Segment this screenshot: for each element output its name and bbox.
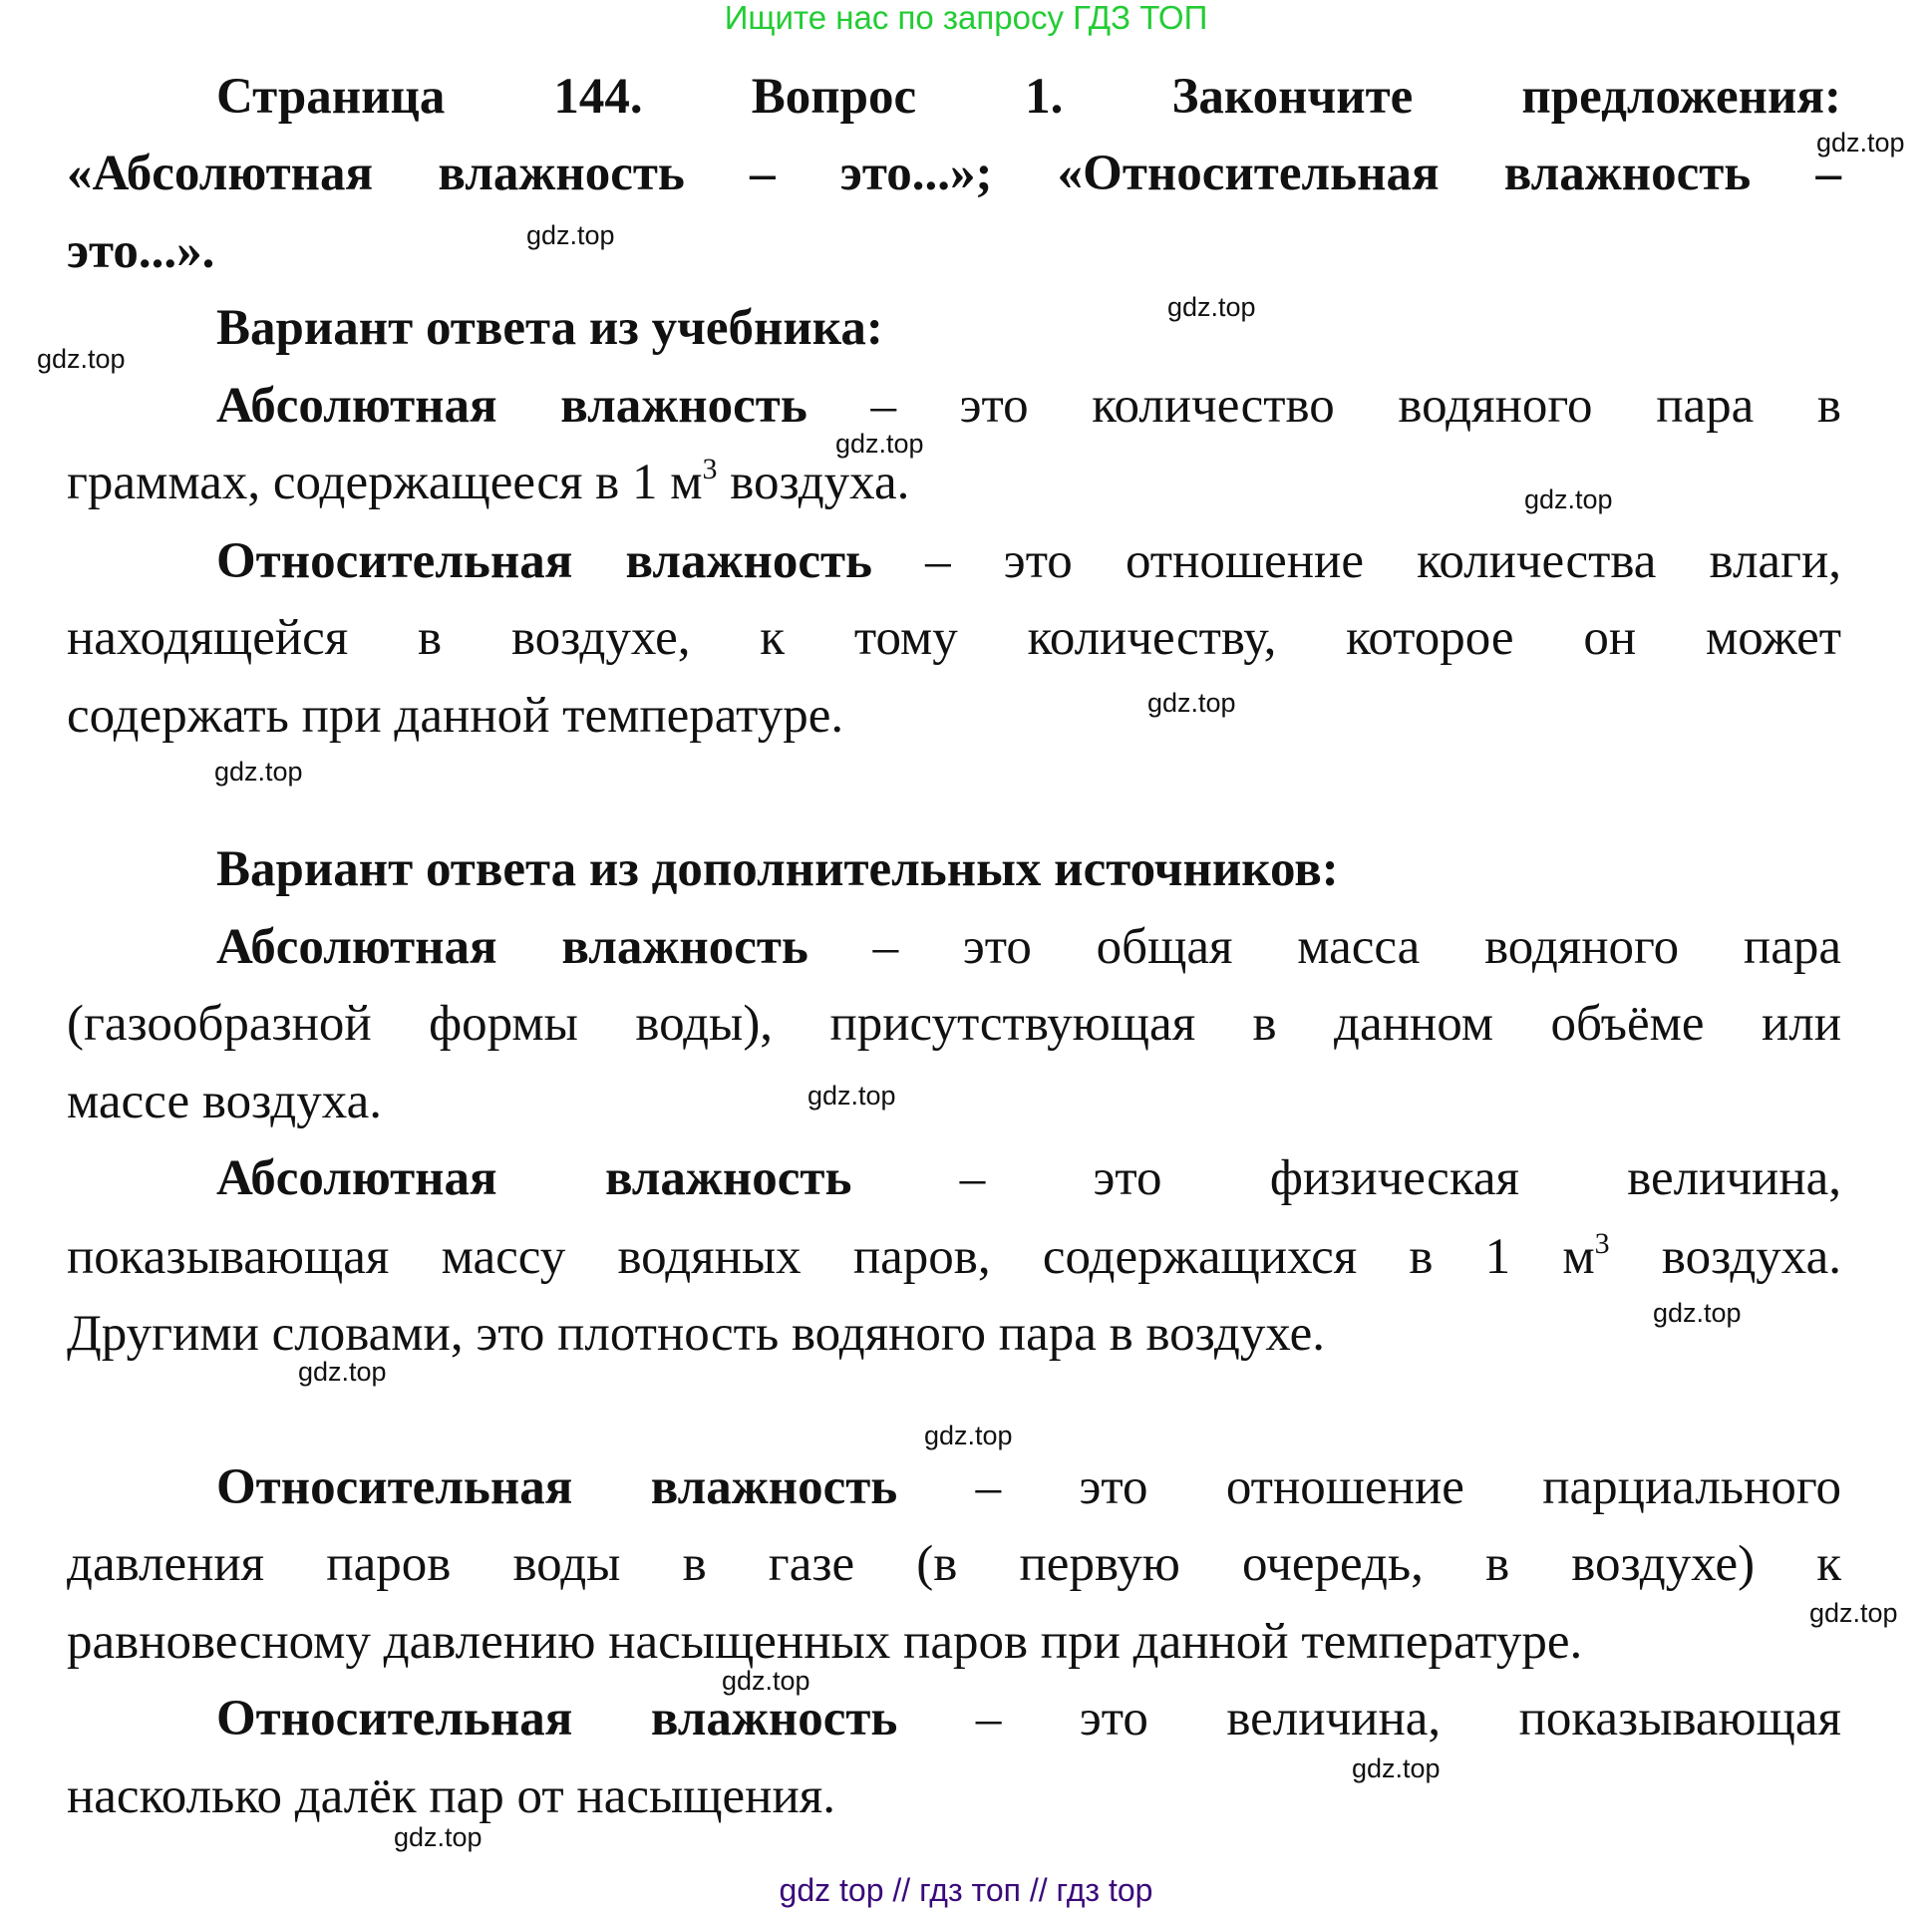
watermark: gdz.top [37, 344, 126, 374]
text-line [216, 374, 1841, 438]
superscript: 3 [1594, 1227, 1610, 1260]
watermark: gdz.top [1809, 1598, 1898, 1628]
text-segment: – это общая масса водяного пара [807, 919, 1841, 975]
term-bold: Относительная влажность [216, 1691, 898, 1747]
watermark: gdz.top [1653, 1298, 1742, 1328]
watermark: gdz.top [214, 757, 303, 787]
term-bold: Абсолютная влажность [216, 919, 808, 975]
text-line [216, 1146, 1841, 1210]
watermark: gdz.top [807, 1081, 896, 1111]
text-segment: – это физическая величина, [851, 1150, 1841, 1206]
text-segment: – это отношение парциального [897, 1459, 1841, 1515]
term-bold: Относительная влажность [216, 533, 873, 589]
text-segment: воздуха. [717, 455, 910, 510]
text-segment: воздуха. [1609, 1229, 1841, 1285]
text-segment: Другими словами, это плотность водяного пара в воздухе. [67, 1306, 1325, 1362]
watermark: gdz.top [924, 1421, 1013, 1450]
term-bold: «Абсолютная влажность – это...»; «Относительная влажность – [67, 146, 1841, 201]
text-segment: граммах, содержащееся в 1 м [67, 455, 703, 510]
text-segment: массе воздуха. [67, 1074, 382, 1129]
text-line [67, 1610, 1841, 1674]
text-segment: показывающая массу водяных паров, содержащихся в 1 м [67, 1229, 1595, 1285]
text-line [67, 606, 1841, 670]
term-bold: Абсолютная влажность [216, 1150, 852, 1206]
watermark: gdz.top [1352, 1753, 1441, 1783]
text-line [216, 1455, 1841, 1519]
term-bold: Относительная влажность [216, 1459, 898, 1515]
watermark: gdz.top [394, 1822, 483, 1852]
text-segment: содержать при данной температуре. [67, 688, 844, 744]
term-bold: Абсолютная влажность [216, 378, 807, 434]
term-bold: Вариант ответа из дополнительных источников: [216, 841, 1339, 897]
text-line [216, 1687, 1841, 1750]
text-segment: – это величина, показывающая [897, 1691, 1841, 1747]
watermark: gdz.top [1524, 484, 1613, 514]
term-bold: это...». [67, 223, 215, 279]
text-segment: – это отношение количества влаги, [872, 533, 1842, 589]
text-segment: давления паров воды в газе (в первую очередь, в воздухе) к [67, 1536, 1841, 1592]
watermark: gdz.top [298, 1357, 387, 1387]
text-line [216, 915, 1841, 979]
text-line [216, 296, 1841, 360]
text-segment: находящейся в воздухе, к тому количеству, которое он может [67, 610, 1841, 666]
superscript: 3 [702, 453, 718, 485]
watermark: gdz.top [1816, 128, 1905, 158]
text-segment: равновесному давлению насыщенных паров при данной температуре. [67, 1614, 1583, 1670]
text-line [67, 1225, 1841, 1289]
watermark: gdz.top [835, 429, 924, 459]
watermark: gdz.top [722, 1666, 810, 1696]
watermark: gdz.top [1147, 688, 1236, 718]
text-line [67, 142, 1841, 205]
text-line [67, 219, 1841, 283]
text-line [67, 992, 1841, 1056]
term-bold: Вариант ответа из учебника: [216, 300, 883, 356]
text-segment: насколько далёк пар от насыщения. [67, 1768, 835, 1824]
text-line [216, 529, 1841, 593]
text-line [216, 837, 1841, 901]
search-banner[interactable]: Ищите нас по запросу ГДЗ ТОП [724, 0, 1208, 36]
text-line [67, 684, 1841, 748]
text-line [67, 1764, 1841, 1828]
text-line [216, 65, 1841, 129]
watermark: gdz.top [1167, 292, 1256, 322]
text-segment: – это количество водяного пара в [806, 378, 1841, 434]
text-line [67, 1532, 1841, 1596]
footer-links[interactable]: gdz top // гдз топ // гдз top [779, 1872, 1153, 1908]
text-segment: (газообразной формы воды), присутствующая в данном объёме или [67, 996, 1841, 1052]
watermark: gdz.top [526, 220, 615, 250]
term-bold: Страница 144. Вопрос 1. Закончите предложения: [216, 69, 1841, 125]
text-line [67, 1070, 1841, 1133]
